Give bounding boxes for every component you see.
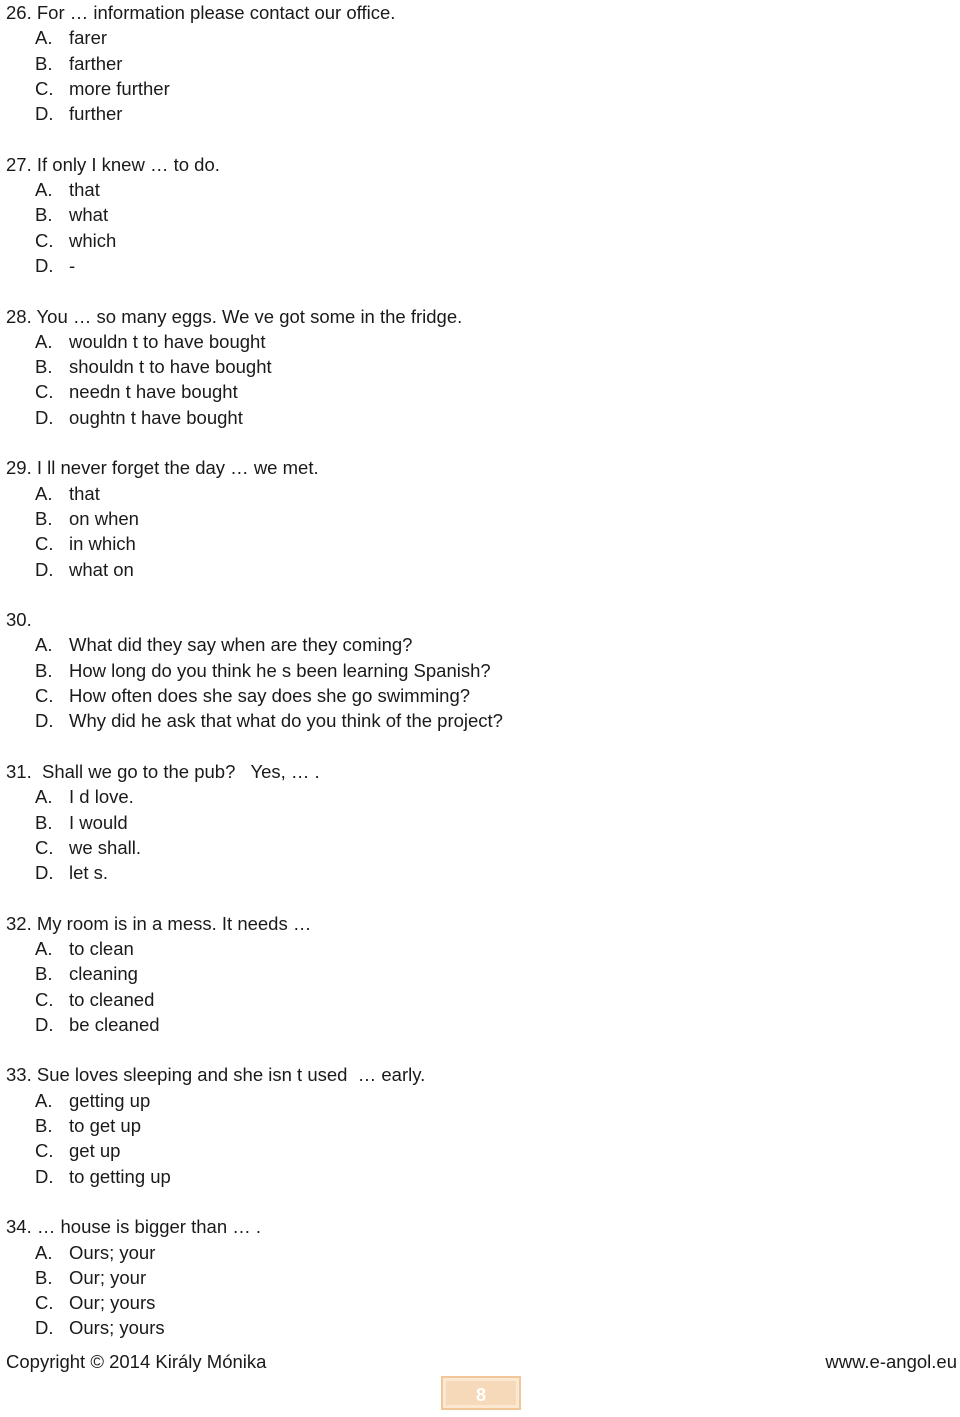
option-text: in which	[69, 533, 136, 555]
option-letter: C.	[35, 988, 54, 1010]
option-text: that	[69, 482, 100, 504]
option-text: Our; your	[69, 1266, 147, 1288]
option-a	[6, 25, 936, 50]
option-c	[6, 1290, 936, 1315]
question-stem: 27. If only I knew … to do.	[6, 153, 220, 175]
option-text: Ours; your	[69, 1241, 156, 1263]
option-a	[6, 329, 936, 354]
option-letter: D.	[35, 406, 54, 428]
question-28	[6, 304, 936, 456]
option-letter: C.	[35, 685, 54, 707]
option-text: what	[69, 204, 109, 226]
option-letter: D.	[35, 1317, 54, 1339]
option-b	[6, 354, 936, 379]
option-list	[6, 632, 936, 733]
question-29	[6, 455, 936, 607]
option-text: -	[69, 254, 76, 276]
option-text: wouldn t to have bought	[69, 330, 266, 352]
option-letter: D.	[35, 862, 54, 884]
option-text: I d love.	[69, 786, 134, 808]
option-text: which	[69, 229, 117, 251]
option-b	[6, 506, 936, 531]
page-number-badge	[441, 1376, 521, 1410]
question-33	[6, 1062, 936, 1214]
question-stem: 33. Sue loves sleeping and she isn t used … early.	[6, 1064, 426, 1086]
option-text: How long do you think he s been learning Spanish?	[69, 659, 491, 681]
question-27	[6, 152, 936, 304]
option-d	[6, 101, 936, 126]
question-stem: 30.	[6, 609, 32, 631]
option-text: we shall.	[69, 836, 141, 858]
option-d	[6, 860, 936, 885]
option-text: what on	[69, 558, 134, 580]
option-letter: B.	[35, 659, 53, 681]
option-text: farer	[69, 27, 108, 49]
option-letter: C.	[35, 533, 54, 555]
option-letter: B.	[35, 1115, 53, 1137]
option-letter: C.	[35, 381, 54, 403]
option-letter: C.	[35, 77, 54, 99]
question-stem: 26. For … information please contact our office.	[6, 2, 396, 23]
option-text: Ours; yours	[69, 1317, 165, 1339]
website-link[interactable]: www.e-angol.eu	[825, 1351, 957, 1372]
option-text: needn t have bought	[69, 381, 238, 403]
question-31	[6, 759, 936, 911]
option-text: more further	[69, 77, 170, 99]
option-text: to clean	[69, 937, 134, 959]
option-letter: A.	[35, 179, 53, 201]
option-d	[6, 1315, 936, 1340]
option-d	[6, 708, 936, 733]
option-letter: C.	[35, 1140, 54, 1162]
option-letter: D.	[35, 103, 54, 125]
option-a	[6, 936, 936, 961]
copyright-notice: Copyright © 2014 Király Mónika	[6, 1351, 267, 1372]
option-letter: D.	[35, 1165, 54, 1187]
option-list	[6, 25, 936, 126]
question-stem: 28. You … so many eggs. We ve got some in the fridge.	[6, 305, 463, 327]
question-26	[6, 0, 936, 152]
option-list	[6, 329, 936, 430]
option-letter: D.	[35, 710, 54, 732]
option-d	[6, 1164, 936, 1189]
option-a	[6, 481, 936, 506]
option-text: be cleaned	[69, 1013, 160, 1035]
option-letter: B.	[35, 507, 53, 529]
question-stem: 32. My room is in a mess. It needs …	[6, 912, 312, 934]
option-letter: A.	[35, 482, 53, 504]
option-text: to getting up	[69, 1165, 171, 1187]
option-c	[6, 531, 936, 556]
option-letter: C.	[35, 229, 54, 251]
option-list	[6, 481, 936, 582]
option-letter: A.	[35, 27, 53, 49]
option-list	[6, 936, 936, 1037]
option-text: get up	[69, 1140, 121, 1162]
option-text: getting up	[69, 1089, 151, 1111]
question-stem: 31. Shall we go to the pub? Yes, … .	[6, 760, 320, 782]
question-stem: 34. … house is bigger than … .	[6, 1216, 262, 1238]
option-letter: D.	[35, 558, 54, 580]
option-text: to cleaned	[69, 988, 155, 1010]
option-letter: A.	[35, 937, 53, 959]
question-30	[6, 607, 936, 759]
option-letter: B.	[35, 963, 53, 985]
option-text: to get up	[69, 1115, 142, 1137]
option-letter: A.	[35, 1241, 53, 1263]
option-text: let s.	[69, 862, 109, 884]
option-letter: B.	[35, 356, 53, 378]
option-text: shouldn t to have bought	[69, 356, 272, 378]
question-34	[6, 1214, 936, 1340]
option-d	[6, 1012, 936, 1037]
option-text: cleaning	[69, 963, 138, 985]
option-letter: D.	[35, 254, 54, 276]
option-text: oughtn t have bought	[69, 406, 243, 428]
option-text: Why did he ask that what do you think of the project?	[69, 710, 503, 732]
option-text: further	[69, 103, 123, 125]
option-b	[6, 51, 936, 76]
option-list	[6, 1088, 936, 1189]
option-letter: D.	[35, 1013, 54, 1035]
option-d	[6, 557, 936, 582]
option-c	[6, 228, 936, 253]
option-a	[6, 177, 936, 202]
question-stem: 29. I ll never forget the day … we met.	[6, 457, 319, 479]
page-number: 8	[475, 1385, 486, 1405]
option-d	[6, 405, 936, 430]
option-b	[6, 810, 936, 835]
option-text: What did they say when are they coming?	[69, 634, 413, 656]
option-letter: A.	[35, 786, 53, 808]
question-list	[6, 0, 936, 1341]
option-d	[6, 253, 936, 278]
option-c	[6, 835, 936, 860]
option-text: farther	[69, 52, 123, 74]
option-c	[6, 1138, 936, 1163]
option-letter: A.	[35, 1089, 53, 1111]
option-text: that	[69, 179, 100, 201]
option-c	[6, 76, 936, 101]
option-letter: B.	[35, 1266, 53, 1288]
page-footer	[6, 1350, 957, 1374]
option-list	[6, 1240, 936, 1341]
option-letter: A.	[35, 330, 53, 352]
option-letter: B.	[35, 811, 53, 833]
option-b	[6, 202, 936, 227]
option-c	[6, 379, 936, 404]
option-letter: C.	[35, 1292, 54, 1314]
option-text: How often does she say does she go swimming?	[69, 685, 471, 707]
option-a	[6, 784, 936, 809]
option-c	[6, 987, 936, 1012]
option-list	[6, 784, 936, 885]
option-list	[6, 177, 936, 278]
option-c	[6, 683, 936, 708]
option-b	[6, 961, 936, 986]
option-a	[6, 1088, 936, 1113]
option-b	[6, 1265, 936, 1290]
option-b	[6, 658, 936, 683]
option-letter: A.	[35, 634, 53, 656]
option-b	[6, 1113, 936, 1138]
option-letter: C.	[35, 836, 54, 858]
option-text: on when	[69, 507, 139, 529]
option-text: I would	[69, 811, 128, 833]
option-a	[6, 1240, 936, 1265]
question-32	[6, 911, 936, 1063]
option-a	[6, 632, 936, 657]
option-text: Our; yours	[69, 1292, 156, 1314]
option-letter: B.	[35, 52, 53, 74]
option-letter: B.	[35, 204, 53, 226]
